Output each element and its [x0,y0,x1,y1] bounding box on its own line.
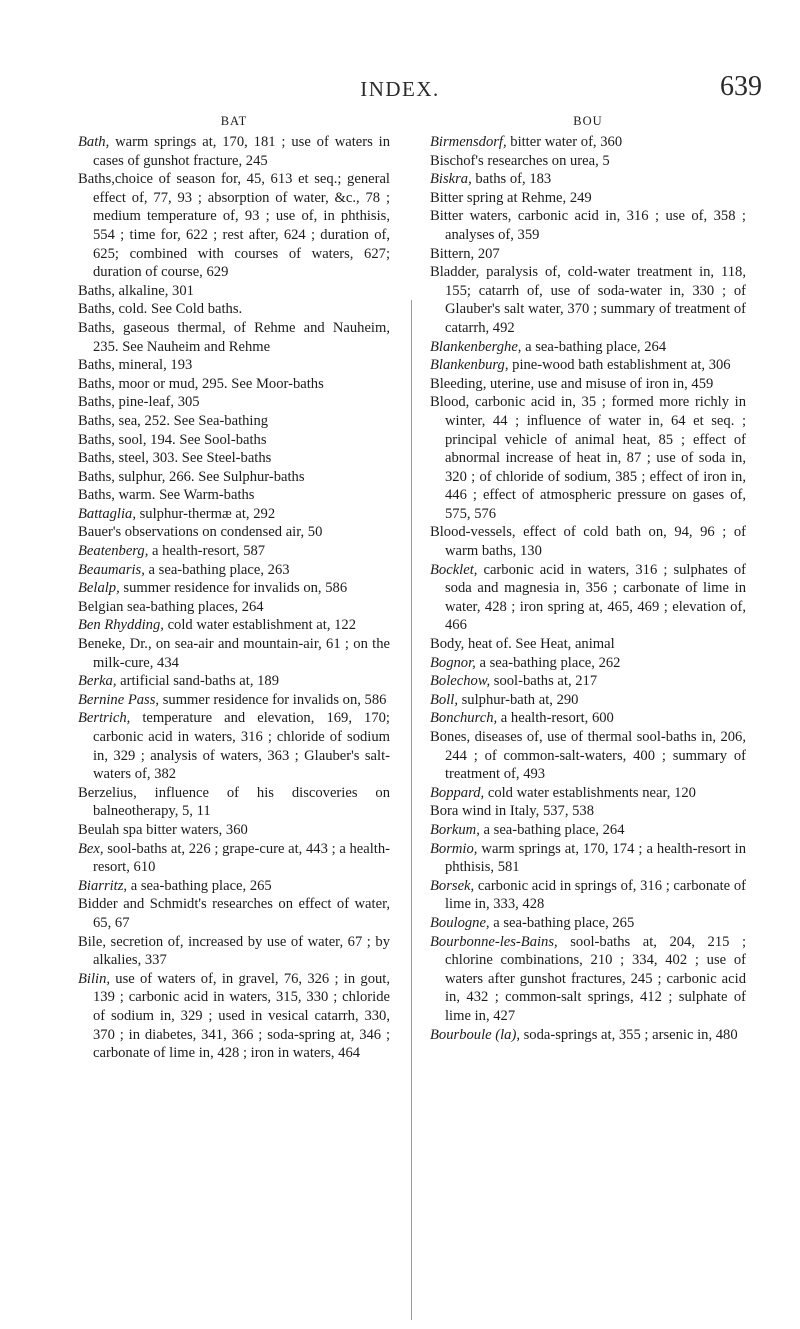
entry-list-left [78,133,390,1063]
index-entry [78,840,390,877]
index-entry [78,616,390,635]
index-entry [78,635,390,672]
entry-text: warm springs at, 170, 181 ; use of waters in cases of gunshot fracture, 245 [93,134,390,169]
index-column-left [78,112,390,1063]
entry-text: Bora wind in Italy, 537, 538 [430,803,595,820]
index-entry [78,393,390,412]
entry-text: temperature and elevation, 169, 170; carbonic acid in waters, 316 ; chloride of sodium in, 329 ; analysis of waters, 363 ; Glauber's salt-waters of, 382 [93,710,390,783]
entry-headword: Belalp, [78,580,120,597]
entry-headword: Blankenburg, [430,357,509,374]
entry-text: a sea-bathing place, 264 [479,821,625,838]
index-entry [78,691,390,710]
entry-text: Bittern, 207 [430,245,500,262]
entry-text: pine-wood bath establishment at, 306 [508,357,731,374]
entry-headword: Bernine Pass, [78,691,160,708]
entry-text: Blood, carbonic acid in, 35 ; formed more richly in winter, 44 ; influence of water in, 64 et seq. ; principal vehicle of animal heat, 85 ; effect of abnormal increase of heat in, 87 ; use of soda in, 320 ; of chloride of sodium, 385 ; effect of iron in, 446 ; effect of atmospheric pressure on gases of, 575, 576 [430,394,746,522]
entry-headword: Biarritz, [78,877,128,894]
entry-headword: Bormio, [430,840,478,857]
entry-text: Berzelius, influence of his discoveries on balneotherapy, 5, 11 [78,784,390,820]
entry-text: summer residence for invalids on, 586 [159,691,387,708]
entry-headword: Bath, [78,134,110,150]
entry-headword: Borkum, [430,821,480,838]
entry-text: Bischof's researches on urea, 5 [430,152,610,169]
index-entry [430,338,746,357]
column-divider [411,300,412,1320]
entry-text: Baths, pine-leaf, 305 [78,394,200,411]
page-header [0,0,800,100]
index-entry [430,1026,746,1045]
index-entry [78,877,390,896]
entry-headword: Boppard, [430,784,485,801]
entry-text: sulphur-bath at, 290 [457,691,579,708]
entry-text: a sea-bathing place, 265 [489,914,635,931]
index-entry [430,654,746,673]
index-entry [430,933,746,1026]
index-entry [78,170,390,282]
index-entry [430,152,746,171]
entry-text: Baths, sea, 252. See Sea-bathing [78,412,269,429]
index-entry [78,282,390,301]
entry-headword: Boulogne, [430,914,490,931]
entry-headword: Bilin, [78,970,111,987]
index-entry [430,523,746,560]
entry-headword: Bonchurch, [430,710,498,727]
entry-headword: Beatenberg, [78,543,149,560]
entry-text: Bidder and Schmidt's researches on effect of water, 65, 67 [78,896,390,931]
entry-text: Beneke, Dr., on sea-air and mountain-air, 61 ; on the milk-cure, 434 [78,636,390,671]
entry-text: Baths, moor or mud, 295. See Moor-baths [78,375,324,392]
entry-headword: Ben Rhydding, [78,617,164,634]
index-entry [78,542,390,561]
entry-headword: Blankenberghe, [430,338,522,355]
index-entry [78,579,390,598]
entry-text: Bladder, paralysis of, cold-water treatment in, 118, 155; catarrh of, use of soda-water in, 330 ; of Glauber's salt water, 370 ; summary of treatment of catarrh, 492 [430,264,746,336]
entry-text: Baths, warm. See Warm-baths [78,487,255,504]
index-entry [78,709,390,783]
entry-text: baths of, 183 [471,171,552,188]
entry-text: use of waters of, in gravel, 76, 326 ; in gout, 139 ; carbonic acid in waters, 315, 330 ; chloride of sodium in, 329 ; used in vesical catarrh, 330, 370 ; in diabetes, 341, 366 ; soda-spring at, 346 ; carbonate of lime in, 428 ; iron in waters, 464 [93,970,390,1062]
index-entry [78,133,390,170]
index-entry [78,895,390,932]
index-entry [430,207,746,244]
entry-text: Bitter waters, carbonic acid in, 316 ; use of, 358 ; analyses of, 359 [430,208,746,243]
entry-headword: Bourbonne-les-Bains, [430,933,558,950]
index-entry [78,784,390,821]
index-entry [430,728,746,784]
index-entry [78,821,390,840]
entry-text: Bitter spring at Rehme, 249 [430,189,592,206]
index-entry [78,300,390,319]
entry-headword: Battaglia, [78,505,136,522]
entry-text: a sea-bathing place, 262 [475,654,621,671]
index-entry [430,189,746,208]
index-entry [430,709,746,728]
index-entry [430,784,746,803]
index-entry [78,356,390,375]
index-entry [78,505,390,524]
entry-text: a sea-bathing place, 264 [521,338,667,355]
entry-text: bitter water of, 360 [506,134,623,150]
entry-text: Baths,choice of season for, 45, 613 et seq.; general effect of, 77, 93 ; absorption of water, &c., 78 ; medium temperature of, 93 ; use of, in phthisis, 554 ; time for, 622 ; rest after, 624 ; duration of, 625; combined with courses of waters, 627; duration of course, 629 [78,171,390,281]
entry-text: artificial sand-baths at, 189 [116,673,280,690]
index-entry [78,598,390,617]
entry-headword: Bertrich, [78,710,131,727]
entry-text: Baths, sool, 194. See Sool-baths [78,431,267,448]
page-number: 639 [720,71,762,102]
index-entry [430,561,746,635]
index-entry [78,468,390,487]
entry-text: cold water establishments near, 120 [484,784,696,801]
entry-text: warm springs at, 170, 174 ; a health-resort in phthisis, 581 [445,840,746,876]
index-entry [78,431,390,450]
entry-text: Beulah spa bitter waters, 360 [78,821,248,838]
entry-text: a health-resort, 600 [497,710,614,727]
entry-text: Baths, sulphur, 266. See Sulphur-baths [78,468,305,485]
index-entry [78,486,390,505]
entry-headword: Bocklet, [430,561,478,578]
entry-headword: Berka, [78,673,117,690]
entry-headword: Biskra, [430,171,472,188]
entry-text: Baths, cold. See Cold baths. [78,301,243,318]
entry-text: a sea-bathing place, 265 [127,877,272,894]
index-entry [430,263,746,337]
entry-text: Belgian sea-bathing places, 264 [78,598,264,615]
entry-text: Bile, secretion of, increased by use of water, 67 ; by alkalies, 337 [78,933,390,969]
entry-headword: Birmensdorf, [430,134,507,150]
entry-text: carbonic acid in springs of, 316 ; carbonate of lime in, 333, 428 [445,877,746,913]
index-entry [78,970,390,1063]
entry-text: sool-baths at, 226 ; grape-cure at, 443 ; a health-resort, 610 [93,840,390,876]
index-entry [78,375,390,394]
entry-text: Bauer's observations on condensed air, 50 [78,524,323,541]
index-entry [430,914,746,933]
entry-text: cold water establishment at, 122 [163,617,357,634]
entry-headword: Bex, [78,840,104,857]
index-entry [430,133,746,152]
index-entry [430,821,746,840]
entry-text: carbonic acid in waters, 316 ; sulphates of soda and magnesia in, 356 ; carbonate of lime in water, 428 ; iron spring at, 465, 469 ; elevation of, 466 [445,561,746,634]
index-entry [430,170,746,189]
entry-text: a health-resort, 587 [148,543,266,560]
entry-text: Baths, mineral, 193 [78,357,193,374]
index-entry [78,672,390,691]
index-entry [430,672,746,691]
running-title: INDEX. [360,77,440,101]
index-entry [430,840,746,877]
entry-text: soda-springs at, 355 ; arsenic in, 480 [519,1026,738,1043]
index-column-right [430,112,746,1044]
entry-text: Bleeding, uterine, use and misuse of iron in, 459 [430,375,714,392]
entry-text: Blood-vessels, effect of cold bath on, 94, 96 ; of warm baths, 130 [430,524,746,560]
entry-text: sool-baths at, 204, 215 ; chlorine combinations, 210 ; 334, 402 ; use of waters after gunshot fractures, 245 ; carbonic acid in, 432 ; common-salt springs, 412 ; sulphate of lime in, 427 [445,933,746,1024]
index-entry [430,802,746,821]
index-entry [78,933,390,970]
index-entry [78,319,390,356]
entry-list-right [430,133,746,1044]
index-entry [78,561,390,580]
entry-headword: Boll, [430,691,458,708]
index-entry [78,523,390,542]
catchword-right: BOU [573,114,603,128]
entry-text: Baths, alkaline, 301 [78,282,194,299]
entry-headword: Bognor, [430,654,476,671]
entry-text: sool-baths at, 217 [490,673,598,690]
entry-text: summer residence for invalids on, 586 [119,580,348,597]
entry-text: Baths, steel, 303. See Steel-baths [78,450,272,467]
entry-text: Body, heat of. See Heat, animal [430,636,615,653]
entry-text: a sea-bathing place, 263 [144,561,290,578]
index-entry [78,449,390,468]
index-entry [430,691,746,710]
index-entry [430,245,746,264]
catchword-left: BAT [220,114,248,128]
index-entry [430,635,746,654]
entry-headword: Bourboule (la), [430,1026,520,1043]
entry-text: Baths, gaseous thermal, of Rehme and Nauheim, 235. See Nauheim and Rehme [78,319,390,355]
index-entry [78,412,390,431]
entry-text: Bones, diseases of, use of thermal sool-baths in, 206, 244 ; of common-salt-waters, 400 ; summary of treatment of, 493 [430,729,746,783]
entry-text: sulphur-thermæ at, 292 [135,505,276,522]
index-entry [430,877,746,914]
entry-headword: Borsek, [430,877,475,894]
index-entry [430,356,746,375]
entry-headword: Beaumaris, [78,561,145,578]
index-entry [430,375,746,394]
entry-headword: Bolechow, [430,673,491,690]
index-entry [430,393,746,523]
